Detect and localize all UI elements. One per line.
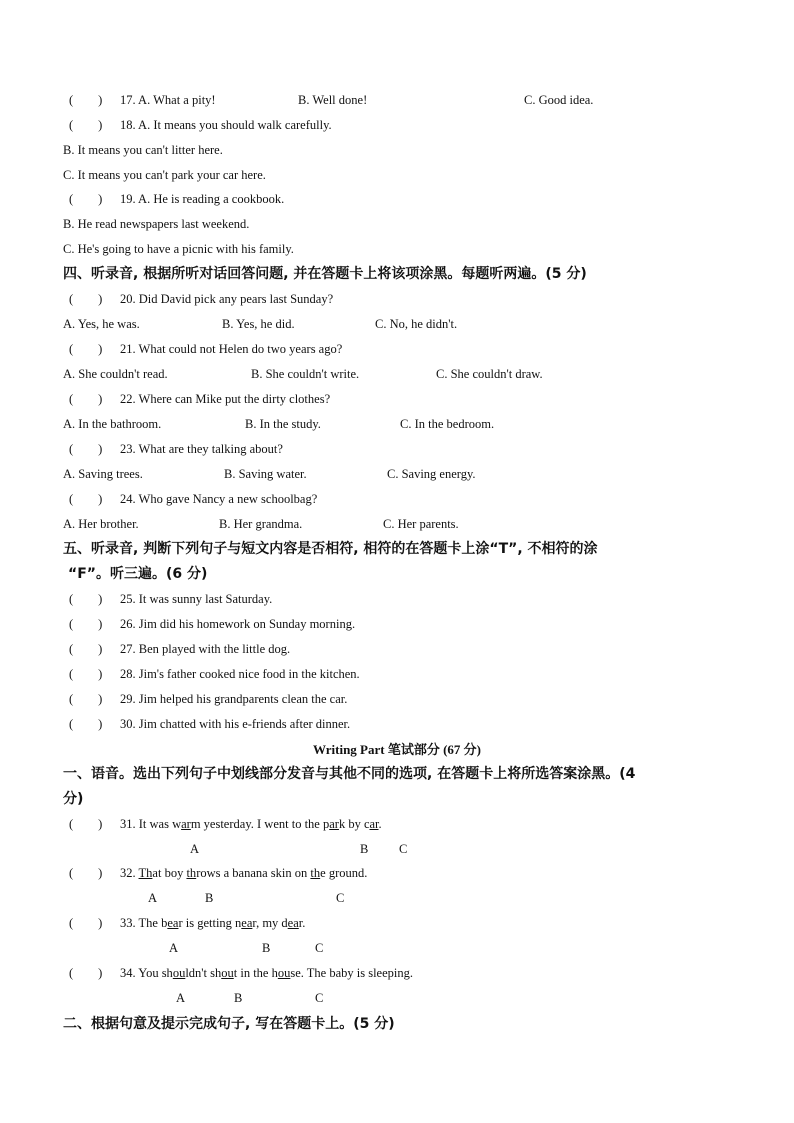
question-33-sentence — [120, 914, 305, 932]
option-b: B. Yes, he did. — [222, 317, 295, 331]
writing-section-1-heading-line-1: 一、语音。选出下列句子中划线部分发音与其他不同的选项, 在答题卡上将所选答案涂黑。(4 — [63, 766, 636, 782]
answer-blank[interactable]: ( ) — [69, 642, 103, 656]
sentence-part: rows a banana skin on — [196, 866, 311, 880]
question-number: 31. — [120, 817, 136, 831]
option-c: C. In the bedroom. — [400, 417, 495, 431]
question-18-option-a: 18. A. It means you should walk carefully. — [120, 118, 332, 132]
underlined-b: ar — [329, 817, 339, 831]
label-c: C — [399, 842, 408, 856]
sentence-part: ldn't sh — [185, 966, 222, 980]
underlined-a: ou — [172, 966, 186, 980]
label-b: B — [360, 842, 369, 856]
sentence-part: e ground. — [320, 866, 368, 880]
question-18-option-b: B. It means you can't litter here. — [63, 143, 223, 157]
sentence-part: . — [378, 817, 382, 831]
question-number: 33. — [120, 916, 136, 930]
section-5-heading-line-1: 五、听录音, 判断下列句子与短文内容是否相符, 相符的在答题卡上涂“T”, 不相符的涂 — [63, 541, 598, 557]
section-4-heading: 四、听录音, 根据所听对话回答问题, 并在答题卡上将该项涂黑。每题听两遍。(5 分) — [63, 266, 587, 282]
option-b: B. In the study. — [245, 417, 321, 431]
label-a: A — [190, 842, 200, 856]
answer-blank[interactable]: ( ) — [69, 442, 103, 456]
question-22-text: 22. Where can Mike put the dirty clothes? — [120, 392, 331, 406]
answer-blank[interactable]: ( ) — [69, 717, 103, 731]
label-c: C — [315, 941, 324, 955]
option-c: C. Saving energy. — [387, 467, 476, 481]
underlined-b: th — [186, 866, 197, 880]
option-a: A. In the bathroom. — [63, 417, 162, 431]
section-5-heading-line-2: “F”。听三遍。(6 分) — [68, 566, 208, 582]
answer-blank[interactable]: ( ) — [69, 118, 103, 132]
answer-blank[interactable]: ( ) — [69, 492, 103, 506]
label-c: C — [336, 891, 345, 905]
label-c: C — [315, 991, 324, 1005]
answer-blank[interactable]: ( ) — [69, 617, 103, 631]
sentence-part: r. — [298, 916, 306, 930]
sentence-part: r is getting n — [178, 916, 242, 930]
question-34-sentence — [120, 964, 413, 982]
question-19-option-c: C. He's going to have a picnic with his family. — [63, 242, 294, 256]
answer-blank[interactable]: ( ) — [69, 692, 103, 706]
answer-blank[interactable]: ( ) — [69, 866, 103, 880]
sentence-part: You sh — [138, 966, 173, 980]
label-a: A — [148, 891, 158, 905]
option-b: B. She couldn't write. — [251, 367, 360, 381]
sentence-part: It was w — [138, 817, 182, 831]
answer-blank[interactable]: ( ) — [69, 916, 103, 930]
question-17-option-c: C. Good idea. — [524, 93, 594, 107]
question-number: 34. — [120, 966, 136, 980]
underlined-a: ar — [181, 817, 191, 831]
question-25-text: 25. It was sunny last Saturday. — [120, 592, 273, 606]
answer-blank[interactable]: ( ) — [69, 93, 103, 107]
answer-blank[interactable]: ( ) — [69, 592, 103, 606]
question-31-sentence — [120, 815, 382, 833]
question-29-text: 29. Jim helped his grandparents clean the car. — [120, 692, 348, 706]
writing-section-2-heading: 二、根据句意及提示完成句子, 写在答题卡上。(5 分) — [63, 1016, 395, 1032]
sentence-part: m yesterday. I went to the p — [190, 817, 330, 831]
underlined-a: Th — [138, 866, 153, 880]
option-c: C. She couldn't draw. — [436, 367, 543, 381]
question-30-text: 30. Jim chatted with his e-friends after dinner. — [120, 717, 351, 731]
option-a: A. She couldn't read. — [63, 367, 168, 381]
sentence-part: The b — [138, 916, 168, 930]
question-19-option-a: 19. A. He is reading a cookbook. — [120, 192, 285, 206]
option-b: B. Her grandma. — [219, 517, 303, 531]
option-a: A. Saving trees. — [63, 467, 143, 481]
answer-blank[interactable]: ( ) — [69, 392, 103, 406]
answer-blank[interactable]: ( ) — [69, 667, 103, 681]
question-20-text: 20. Did David pick any pears last Sunday? — [120, 292, 334, 306]
option-a: A. Her brother. — [63, 517, 139, 531]
question-17-option-a: 17. A. What a pity! — [120, 93, 216, 107]
question-19-option-b: B. He read newspapers last weekend. — [63, 217, 250, 231]
answer-blank[interactable]: ( ) — [69, 817, 103, 831]
sentence-part: k by c — [338, 817, 370, 831]
label-b: B — [205, 891, 214, 905]
question-24-text: 24. Who gave Nancy a new schoolbag? — [120, 492, 318, 506]
question-18-option-c: C. It means you can't park your car here. — [63, 168, 266, 182]
underlined-c: ou — [277, 966, 291, 980]
sentence-part: t in the h — [233, 966, 278, 980]
underlined-c: th — [310, 866, 321, 880]
label-a: A — [169, 941, 179, 955]
sentence-part: r, my d — [252, 916, 288, 930]
answer-blank[interactable]: ( ) — [69, 342, 103, 356]
underlined-c: ar — [369, 817, 379, 831]
question-27-text: 27. Ben played with the little dog. — [120, 642, 291, 656]
question-32-sentence — [120, 864, 367, 882]
writing-part-title: Writing Part 笔试部分 (67 分) — [312, 742, 482, 757]
writing-section-1-heading-line-2: 分) — [63, 791, 84, 807]
sentence-part: se. The baby is sleeping. — [290, 966, 414, 980]
question-number: 32. — [120, 866, 136, 880]
label-b: B — [262, 941, 271, 955]
underlined-a: ea — [167, 916, 179, 930]
question-21-text: 21. What could not Helen do two years ago? — [120, 342, 343, 356]
question-26-text: 26. Jim did his homework on Sunday morning. — [120, 617, 356, 631]
option-c: C. No, he didn't. — [375, 317, 458, 331]
underlined-b: ea — [241, 916, 253, 930]
question-17-option-b: B. Well done! — [298, 93, 368, 107]
label-b: B — [234, 991, 243, 1005]
option-a: A. Yes, he was. — [63, 317, 140, 331]
answer-blank[interactable]: ( ) — [69, 192, 103, 206]
option-b: B. Saving water. — [224, 467, 307, 481]
answer-blank[interactable]: ( ) — [69, 966, 103, 980]
label-a: A — [176, 991, 186, 1005]
underlined-b: ou — [221, 966, 234, 980]
question-28-text: 28. Jim's father cooked nice food in the kitchen. — [120, 667, 360, 681]
answer-blank[interactable]: ( ) — [69, 292, 103, 306]
underlined-c: ea — [287, 916, 299, 930]
option-c: C. Her parents. — [383, 517, 459, 531]
question-23-text: 23. What are they talking about? — [120, 442, 283, 456]
sentence-part: at boy — [152, 866, 187, 880]
